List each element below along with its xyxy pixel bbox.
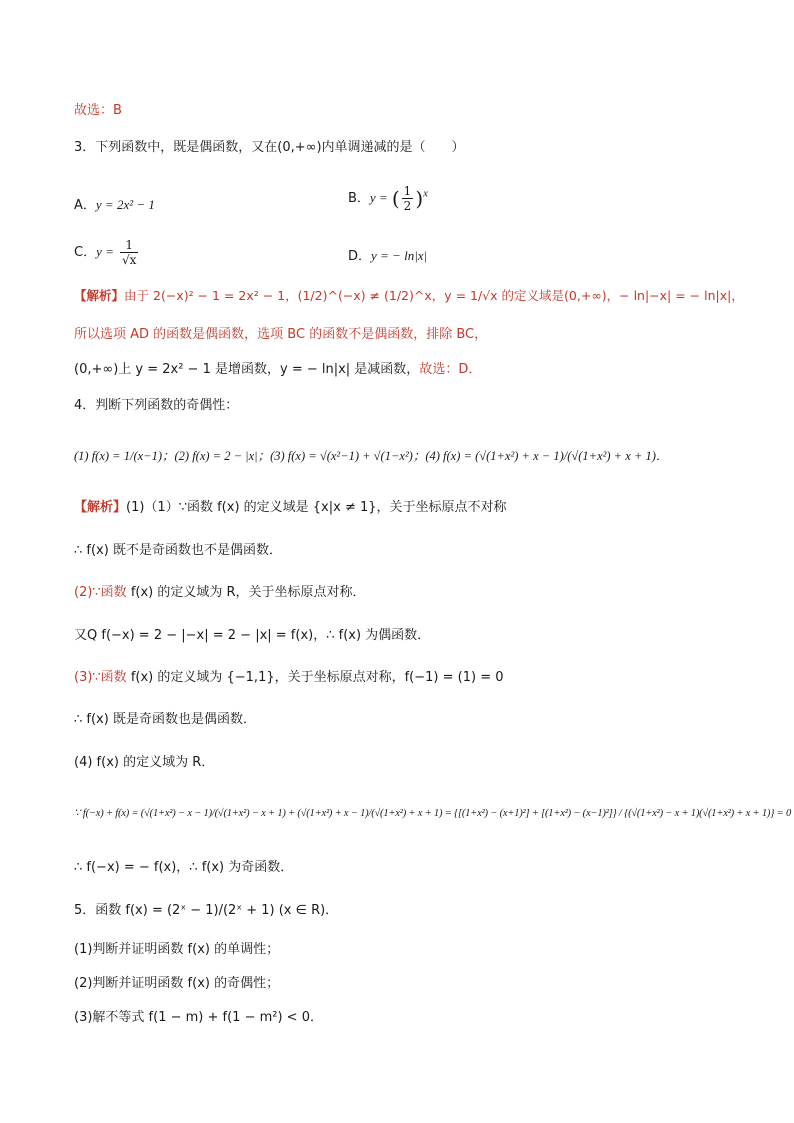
analysis-tag-2: 【解析】: [74, 500, 127, 515]
q3-solution-line2: 所以选项 AD 的函数是偶函数，选项 BC 的函数不是偶函数，排除 BC，: [74, 327, 488, 342]
q4-solution-4c: ∴ f(−x) = − f(x)，∴ f(x) 为奇函数．: [74, 860, 294, 875]
q4-solution-4b: ∵ f(−x) + f(x) = (√(1+x²) − x − 1)/(√(1+x²) − x + 1) + (√(1+x²) + x − 1)/(√(1+x²) + x + 1) = {[(1+x²) − (x+1)²] + [(1+x²) − (x−1)²]} / {(√(1+x²) − x + 1)(√(1+x²) + x + 1)} = 0: [74, 808, 792, 819]
q5-stem: 5．函数 f(x) = (2ˣ − 1)/(2ˣ + 1) (x ∈ R)．: [74, 903, 339, 918]
q4-solution-2a: (2)∵函数 f(x) 的定义域为 R，关于坐标原点对称．: [74, 585, 366, 600]
q4-stem: 4．判断下列函数的奇偶性：: [74, 398, 239, 413]
previous-answer: 故选：B: [74, 103, 122, 118]
q5-part2: (2)判断并证明函数 f(x) 的奇偶性；: [74, 976, 280, 991]
q3-option-c: C．y = $\frac{1}{√x}$: [74, 238, 137, 267]
q4-functions: (1) f(x) = 1/(x−1)；(2) f(x) = 2 − |x|；(3) f(x) = √(x²−1) + √(1−x²)；(4) f(x) = (√(1+x²) + x − 1)/(√(1+x²) + x + 1)．: [74, 449, 669, 463]
q3-solution-line1: 【解析】由于 2(−x)² − 1 = 2x² − 1，(1/2)^(−x) ≠ (1/2)^x，y = 1/√x 的定义域是(0,+∞)，− ln|−x| = − ln|x|，: [74, 288, 744, 303]
q4-solution-3b: ∴ f(x) 既是奇函数也是偶函数．: [74, 712, 256, 727]
q4-solution-4a: (4) f(x) 的定义域为 R．: [74, 755, 215, 770]
q3-option-a: A．y = 2x² − 1: [74, 197, 155, 213]
q4-solution-2b: 又Q f(−x) = 2 − |−x| = 2 − |x| = f(x)，∴ f(x) 为偶函数．: [74, 628, 431, 643]
q4-solution-1a: 【解析】(1)（1）∵函数 f(x) 的定义域是 {x|x ≠ 1}，关于坐标原点不对称: [74, 500, 507, 515]
q3-option-b: B．y = ( $\frac{1}{2}$ )$^x$: [348, 184, 428, 213]
q3-solution-line3: (0,+∞)上 y = 2x² − 1 是增函数，y = − ln|x| 是减函数，故选：D．: [74, 362, 482, 377]
q3-option-d: D．y = − ln|x|: [348, 248, 428, 264]
q5-part3: (3)解不等式 f(1 − m) + f(1 − m²) < 0．: [74, 1010, 323, 1025]
q4-solution-3a: (3)∵函数 f(x) 的定义域为 {−1,1}，关于坐标原点对称，f(−1) = (1) = 0: [74, 670, 504, 685]
analysis-tag: 【解析】: [74, 288, 125, 303]
q5-part1: (1)判断并证明函数 f(x) 的单调性；: [74, 942, 280, 957]
q4-solution-1b: ∴ f(x) 既不是奇函数也不是偶函数．: [74, 543, 282, 558]
q3-stem: 3．下列函数中，既是偶函数，又在(0,+∞)内单调递减的是（ ）: [74, 140, 465, 155]
